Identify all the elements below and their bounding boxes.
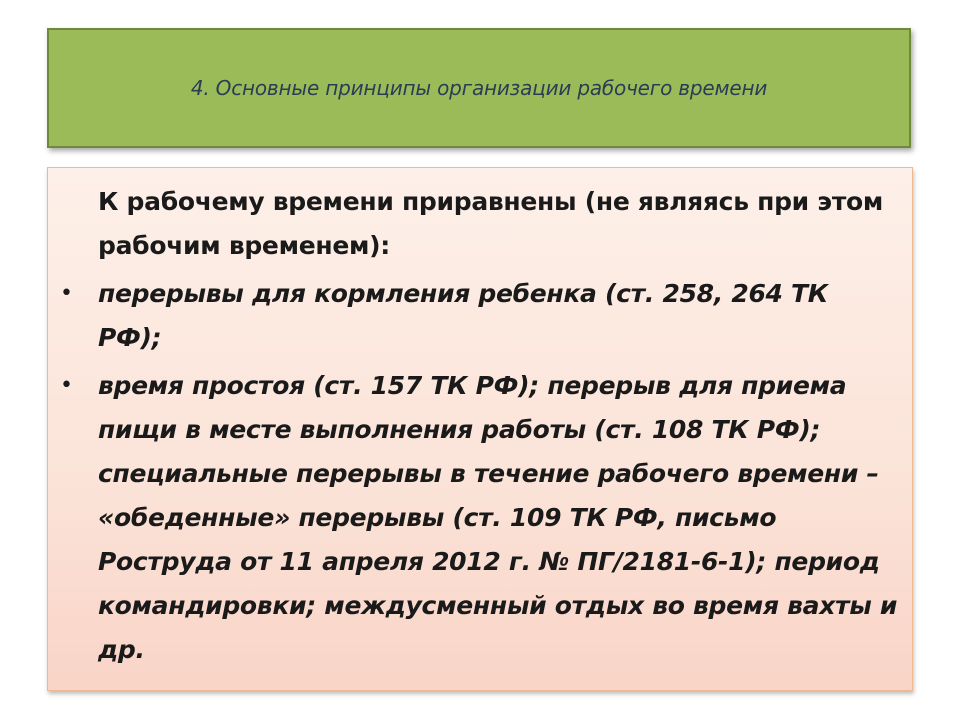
bullet-icon: • <box>60 281 73 306</box>
bullet-text-1: перерывы для кормления ребенка (ст. 258, 264 ТК РФ); <box>98 279 828 352</box>
intro-paragraph: К рабочему времени приравнены (не являясь при этом рабочим временем): <box>98 187 884 260</box>
bullet-text-2: время простоя (ст. 157 ТК РФ); перерыв для приема пищи в месте выполнения работы (ст. 108 ТК РФ); специальные перерывы в течение рабочего времени – «обеденные» перерывы (ст. 109 ТК РФ, письмо Роструда от 11 апреля 2012 г. № ПГ/2181-6-1); период командировки; междусменный отдых во время вахты и др. <box>98 371 898 664</box>
title-box <box>47 28 911 148</box>
body-text <box>48 168 912 676</box>
bullet-icon: • <box>60 373 73 398</box>
content-box <box>47 167 913 691</box>
slide-title: 4. Основные принципы организации рабочего времени <box>190 76 768 100</box>
bullet-item-2 <box>56 364 898 672</box>
bullet-item-1 <box>56 272 898 360</box>
